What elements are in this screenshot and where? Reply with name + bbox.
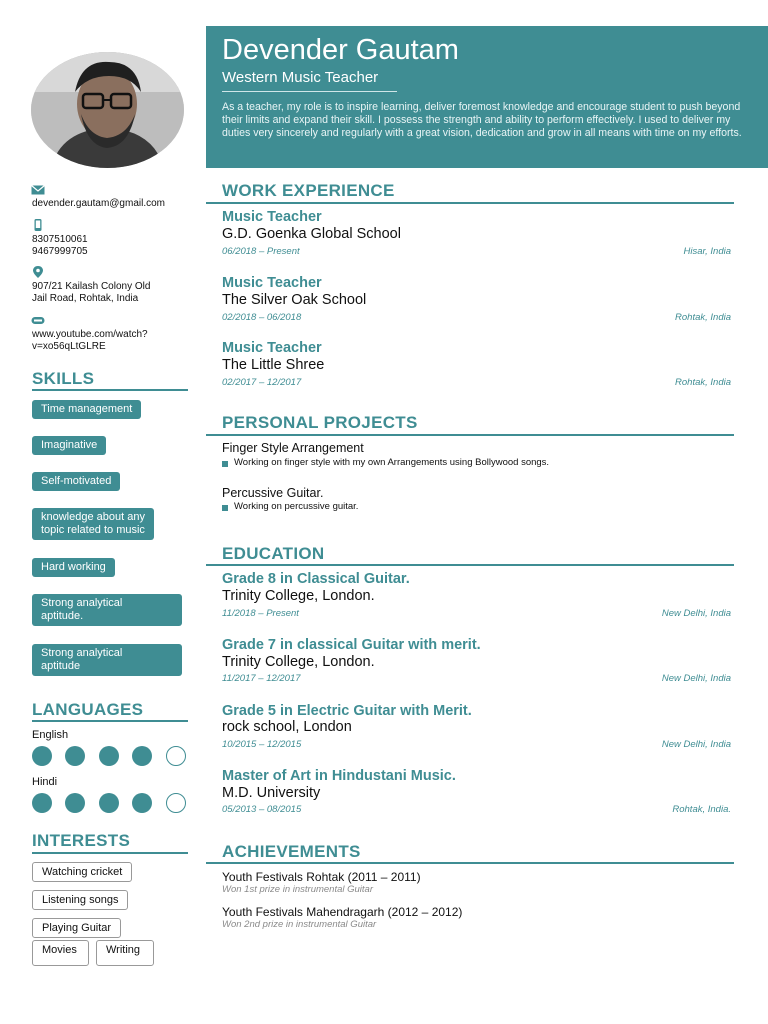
- location-pin-icon: [31, 266, 45, 278]
- job-dates: 06/2018 – Present: [222, 246, 300, 257]
- skill-tag: [32, 644, 182, 676]
- skill-label-line-2: aptitude.: [41, 610, 84, 622]
- proficiency-dot-filled: [32, 793, 52, 813]
- skill-label: knowledge about any: [41, 511, 145, 523]
- proficiency-dot-filled: [65, 793, 85, 813]
- contact-phone-2[interactable]: 9467999705: [32, 246, 88, 257]
- degree-title: Grade 8 in Classical Guitar.: [222, 571, 410, 587]
- contact-email[interactable]: devender.gautam@gmail.com: [32, 198, 165, 209]
- skill-tag: [32, 558, 115, 577]
- skill-label: Strong analytical: [41, 597, 123, 609]
- skill-label-line-2: topic related to music: [41, 524, 145, 536]
- achievement-description: Won 2nd prize in instrumental Guitar: [222, 919, 377, 930]
- degree-title: Grade 7 in classical Guitar with merit.: [222, 637, 481, 653]
- proficiency-dot-empty: [166, 793, 186, 813]
- job-dates: 02/2017 – 12/2017: [222, 377, 302, 388]
- education-dates: 10/2015 – 12/2015: [222, 739, 302, 750]
- proficiency-dot-filled: [32, 746, 52, 766]
- skill-tag: [32, 400, 141, 419]
- education-location: New Delhi, India: [661, 608, 731, 619]
- skill-label: Time management: [41, 403, 133, 415]
- skill-label: Imaginative: [41, 439, 98, 451]
- project-description: Working on percussive guitar.: [234, 501, 359, 512]
- interest-tag: Listening songs: [32, 890, 128, 910]
- education-location: Rohtak, India.: [672, 804, 731, 815]
- education-divider: [206, 564, 734, 566]
- projects-divider: [206, 434, 734, 436]
- interest-tag: Writing: [96, 940, 154, 966]
- education-dates: 11/2017 – 12/2017: [222, 673, 301, 684]
- projects-heading: PERSONAL PROJECTS: [222, 413, 418, 432]
- education-dates: 05/2013 – 08/2015: [222, 804, 302, 815]
- proficiency-dot-filled: [132, 746, 152, 766]
- language-name: English: [32, 729, 69, 741]
- job-location: Hisar, India: [683, 246, 731, 257]
- work-experience-heading: WORK EXPERIENCE: [222, 181, 395, 200]
- education-heading: EDUCATION: [222, 544, 325, 563]
- proficiency-dot-filled: [99, 746, 119, 766]
- skill-tag: [32, 436, 106, 455]
- bullet-icon: [222, 505, 228, 511]
- job-location: Rohtak, India: [675, 377, 731, 388]
- profile-photo: [31, 52, 184, 168]
- proficiency-dot-filled: [65, 746, 85, 766]
- job-title: Music Teacher: [222, 275, 322, 291]
- interest-tag: Watching cricket: [32, 862, 132, 882]
- job-dates: 02/2018 – 06/2018: [222, 312, 302, 323]
- proficiency-dot-filled: [99, 793, 119, 813]
- contact-website-line-1[interactable]: www.youtube.com/watch?: [32, 329, 148, 340]
- job-title: Music Teacher: [222, 209, 322, 225]
- employer: The Little Shree: [222, 357, 325, 373]
- employer: G.D. Goenka Global School: [222, 226, 401, 242]
- achievement-title: Youth Festivals Mahendragarh (2012 – 2012): [222, 905, 463, 919]
- institution: Trinity College, London.: [222, 654, 375, 670]
- skills-divider: [32, 389, 188, 391]
- project-description: Working on finger style with my own Arrangements using Bollywood songs.: [234, 457, 550, 468]
- contact-address-line-2: Jail Road, Rohtak, India: [32, 293, 139, 304]
- institution: M.D. University: [222, 785, 321, 801]
- mobile-phone-icon: [31, 219, 45, 231]
- skill-label: Hard working: [41, 561, 106, 573]
- proficiency-dot-empty: [166, 746, 186, 766]
- project-title: Percussive Guitar.: [222, 486, 324, 500]
- proficiency-dot-filled: [132, 793, 152, 813]
- education-location: New Delhi, India: [661, 673, 731, 684]
- bullet-icon: [222, 461, 228, 467]
- employer: The Silver Oak School: [222, 292, 367, 308]
- skill-tag: [32, 594, 182, 626]
- skills-heading: SKILLS: [32, 369, 95, 388]
- achievement-description: Won 1st prize in instrumental Guitar: [222, 884, 374, 895]
- link-icon: [31, 314, 45, 326]
- candidate-name: Devender Gautam: [222, 34, 459, 66]
- role-underline: [222, 91, 397, 92]
- envelope-icon: [31, 184, 45, 196]
- education-dates: 11/2018 – Present: [222, 608, 299, 619]
- interests-divider: [32, 852, 188, 854]
- job-location: Rohtak, India: [675, 312, 731, 323]
- achievement-title: Youth Festivals Rohtak (2011 – 2011): [222, 870, 421, 884]
- language-name: Hindi: [32, 776, 58, 788]
- project-title: Finger Style Arrangement: [222, 441, 364, 455]
- contact-website-line-2[interactable]: v=xo56qLtGLRE: [32, 341, 106, 352]
- languages-divider: [32, 720, 188, 722]
- institution: rock school, London: [222, 719, 352, 735]
- skill-label-line-2: aptitude: [41, 660, 81, 672]
- profile-summary: As a teacher, my role is to inspire learning, deliver foremost knowledge and encourage student to push beyond their limits and expand their skill. I possess the strength and ability to perform effectively. I used to deliver my duties very sincerely and regularly with a great vision, dedication and grow in all means with time on my efforts.: [222, 101, 742, 139]
- contact-address-line-1: 907/21 Kailash Colony Old: [32, 281, 151, 292]
- interest-tag: Playing Guitar: [32, 918, 121, 938]
- achievements-heading: ACHIEVEMENTS: [222, 842, 361, 861]
- education-location: New Delhi, India: [661, 739, 731, 750]
- interests-heading: INTERESTS: [32, 831, 131, 850]
- contact-phone-1[interactable]: 8307510061: [32, 234, 88, 245]
- work-experience-divider: [206, 202, 734, 204]
- candidate-role: Western Music Teacher: [222, 69, 379, 86]
- skill-tag: [32, 472, 120, 491]
- skill-tag: [32, 508, 154, 540]
- degree-title: Master of Art in Hindustani Music.: [222, 768, 456, 784]
- skill-label: Self-motivated: [41, 475, 112, 487]
- job-title: Music Teacher: [222, 340, 322, 356]
- achievements-divider: [206, 862, 734, 864]
- skill-label: Strong analytical: [41, 647, 123, 659]
- institution: Trinity College, London.: [222, 588, 375, 604]
- degree-title: Grade 5 in Electric Guitar with Merit.: [222, 703, 472, 719]
- languages-heading: LANGUAGES: [32, 700, 144, 719]
- interest-tag: Movies: [32, 940, 89, 966]
